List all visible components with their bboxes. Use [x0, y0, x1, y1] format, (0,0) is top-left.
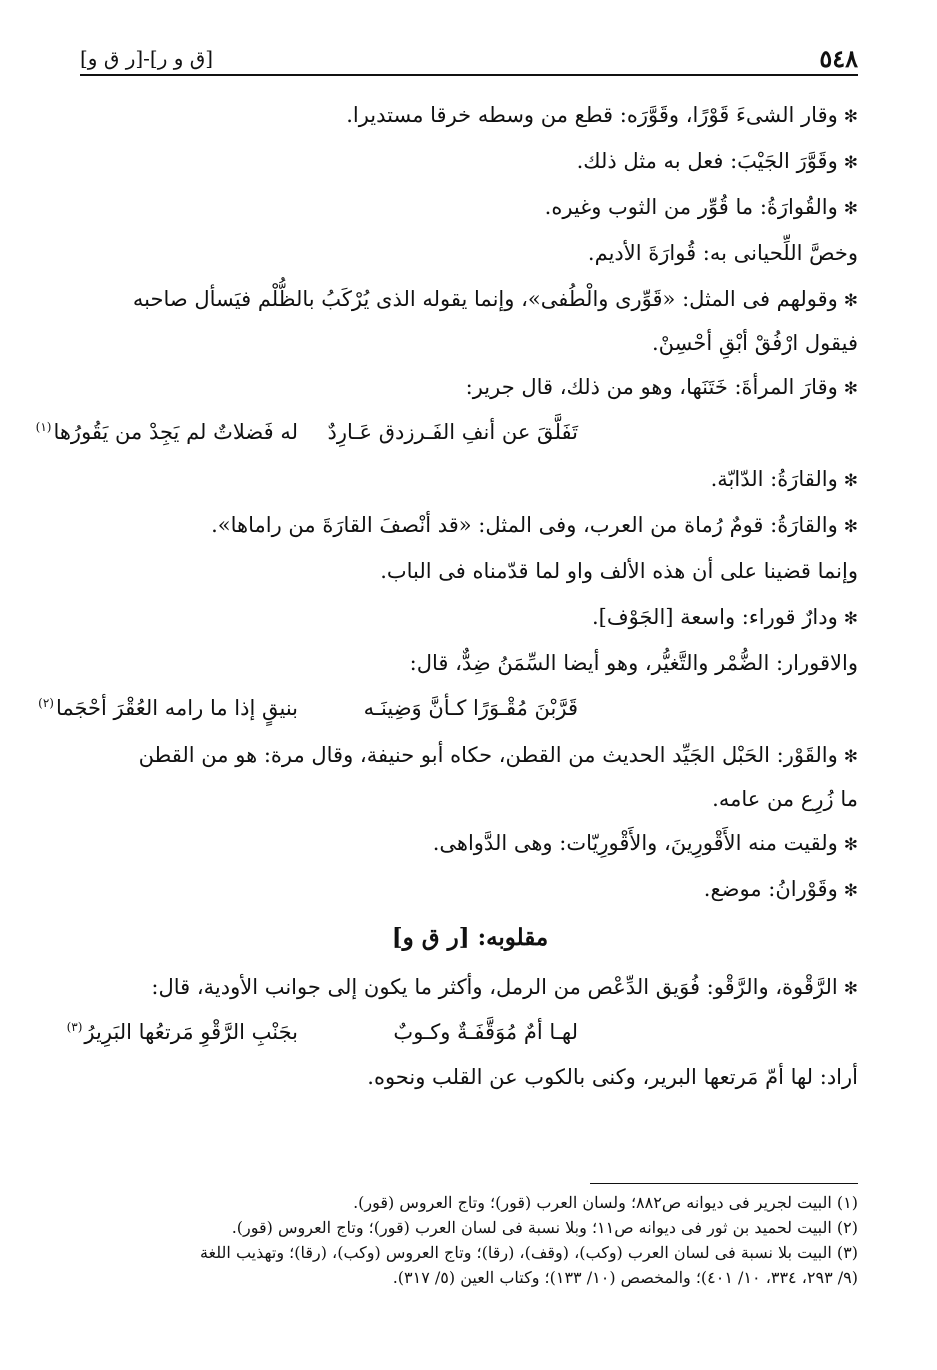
- verse-line: [66, 1010, 858, 1056]
- running-head: [ق و ر]-[ر ق و]: [80, 46, 214, 70]
- section-heading: مقلوبه: [ر ق و]: [391, 924, 549, 951]
- paragraph-text: فيقول ارْفُقْ أبْقِ أحْسِنْ.: [651, 331, 858, 355]
- paragraph-text: ودارٌ قوراء: واسعة [الجَوْف].: [592, 605, 838, 629]
- paragraph-line: [82, 866, 858, 912]
- verse-second-hemistich: له فَضلاتٌ لم يَجِدْ من يَقُورُها$^{(١)}$: [35, 420, 298, 444]
- entry-star-icon: ✻: [843, 107, 858, 127]
- entry-star-icon: ✻: [843, 379, 858, 399]
- paragraph-line: [82, 138, 858, 184]
- entry-star-icon: ✻: [843, 291, 858, 311]
- paragraph-text: أراد: لها أمّ مَرتعها البرير، وكنى بالكوب عن القلب ونحوه.: [367, 1065, 858, 1089]
- paragraph-line: [82, 640, 858, 686]
- paragraph-text: وقَوْرانُ: موضع.: [703, 877, 838, 901]
- entry-star-icon: ✻: [843, 747, 858, 767]
- entry-star-icon: ✻: [843, 153, 858, 173]
- footnote-marker: (٣): [66, 1020, 83, 1034]
- paragraph-text: والقارَةُ: قومٌ رُماة من العرب، وفى المثل: «قد أنْصفَ القارَةَ من راماها».: [211, 513, 838, 537]
- paragraph-continuation: [82, 322, 858, 364]
- verse-first-hemistich: قَرَّبْنَ مُقْـوَرًا كـأنَّ وَضِينَـه: [363, 696, 578, 720]
- verse-first-hemistich: لهـا أمٌ مُوَقَّفَـةٌ وكـوبٌ: [393, 1020, 578, 1044]
- footnotes: [82, 1190, 858, 1290]
- paragraph-text: والقُوارَةُ: ما قُوِّر من الثوب وغيره.: [544, 195, 838, 219]
- paragraph-text: وإنما قضينا على أن هذه الألف واو لما قدّمناه فى الباب.: [380, 559, 858, 583]
- body-text: [35, 92, 858, 1098]
- paragraph-line: [82, 820, 858, 866]
- paragraph-line: [82, 364, 858, 410]
- footnote: (١) البيت لجرير فى ديوانه ص٨٨٢؛ ولسان العرب (قور)؛ وتاج العروس (قور).: [353, 1193, 858, 1212]
- entry-star-icon: ✻: [843, 517, 858, 537]
- footnote-continuation: (٩/ ٢٩٣، ٣٣٤، ١٠/ ٤٠١)؛ والمخصص (١٠/ ١٣٣)؛ وكتاب العين (٥/ ٣١٧).: [392, 1268, 858, 1287]
- paragraph-text: ولقيت منه الأَقْورِينَ، والأَقْورِيّات: وهى الدَّواهى.: [432, 831, 838, 855]
- verse-first-hemistich: تَفَلَّقَ عن أنفِ الفَـرزدق عَـارِدٌ: [327, 420, 578, 444]
- paragraph-text: وقار الشىءَ قَوْرًا، وقَوَّرَه: قطع من وسطه خرقا مستديرا.: [346, 103, 838, 127]
- entry-star-icon: ✻: [843, 199, 858, 219]
- page-header: [80, 40, 858, 80]
- page-number: ٥٤٨: [819, 44, 858, 73]
- paragraph-line: [82, 548, 858, 594]
- entry-star-icon: ✻: [843, 609, 858, 629]
- paragraph-text: وقولهم فى المثل: «قَوِّرى والْطُفى»، وإنما يقوله الذى يُرْكَبُ بالظُّلْم فيَسأل صاحبه: [132, 287, 838, 311]
- entry-star-icon: ✻: [843, 979, 858, 999]
- paragraph-line: [82, 964, 858, 1010]
- footnote-marker: (١): [35, 420, 52, 434]
- verse-line: [38, 686, 858, 732]
- footnote-marker: (٢): [38, 696, 54, 710]
- verse-second-hemistich: بنيقٍ إذا ما رامه العُقْرَ أحْجَما$^{(٢)}$: [38, 696, 298, 720]
- paragraph-line: [82, 184, 858, 230]
- header-rule: [80, 74, 858, 76]
- paragraph-text: وخصَّ اللِّحيانى به: قُوارَةَ الأديم.: [587, 241, 858, 265]
- entry-star-icon: ✻: [843, 881, 858, 901]
- paragraph-text: الرَّقْوة، والرَّقْو: فُوَيق الدِّعْص من الرمل، وأكثر ما يكون إلى جوانب الأودية، قال:: [151, 975, 838, 999]
- paragraph-line: [82, 456, 858, 502]
- paragraph-line: [82, 502, 858, 548]
- paragraph-line: [82, 1056, 858, 1098]
- footnote: (٣) البيت بلا نسبة فى لسان العرب (وكب)، (وقف)، (رقا)؛ وتاج العروس (وكب)، (رقا)؛ وتهذيب اللغة: [199, 1243, 858, 1262]
- verse-line: [35, 410, 858, 456]
- paragraph-line: [82, 276, 858, 322]
- footnote-rule: [590, 1183, 858, 1184]
- entry-star-icon: ✻: [843, 835, 858, 855]
- paragraph-line: [82, 732, 858, 778]
- paragraph-text: والقارَةُ: الدّابّة.: [710, 467, 838, 491]
- footnote: (٢) البيت لحميد بن ثور فى ديوانه ص١١؛ وبلا نسبة فى لسان العرب (قور)؛ وتاج العروس (قور).: [231, 1218, 858, 1237]
- paragraph-text: والاقورار: الضُّمْر والتَّغيُّر، وهو أيضا السِّمَنُ ضِدٌّ، قال:: [409, 651, 858, 675]
- paragraph-text: وقارَ المرأةَ: خَتَنَها، وهو من ذلك، قال جرير:: [465, 375, 838, 399]
- entry-star-icon: ✻: [843, 471, 858, 491]
- paragraph-text: ما زُرِع من عامه.: [712, 787, 858, 811]
- paragraph-continuation: [82, 778, 858, 820]
- paragraph-line: [82, 230, 858, 276]
- paragraph-text: والقَوْر: الحَبْل الجَيِّد الحديث من القطن، حكاه أبو حنيفة، وقال مرة: هو من القطن: [138, 743, 838, 767]
- paragraph-line: [82, 594, 858, 640]
- verse-second-hemistich: بجَنْبِ الرَّقْوِ مَرتعُها البَرِيرُ$^{(٣)}$: [66, 1020, 298, 1044]
- paragraph-line: [82, 92, 858, 138]
- paragraph-text: وقَوَّرَ الجَيْبَ: فعل به مثل ذلك.: [576, 149, 838, 173]
